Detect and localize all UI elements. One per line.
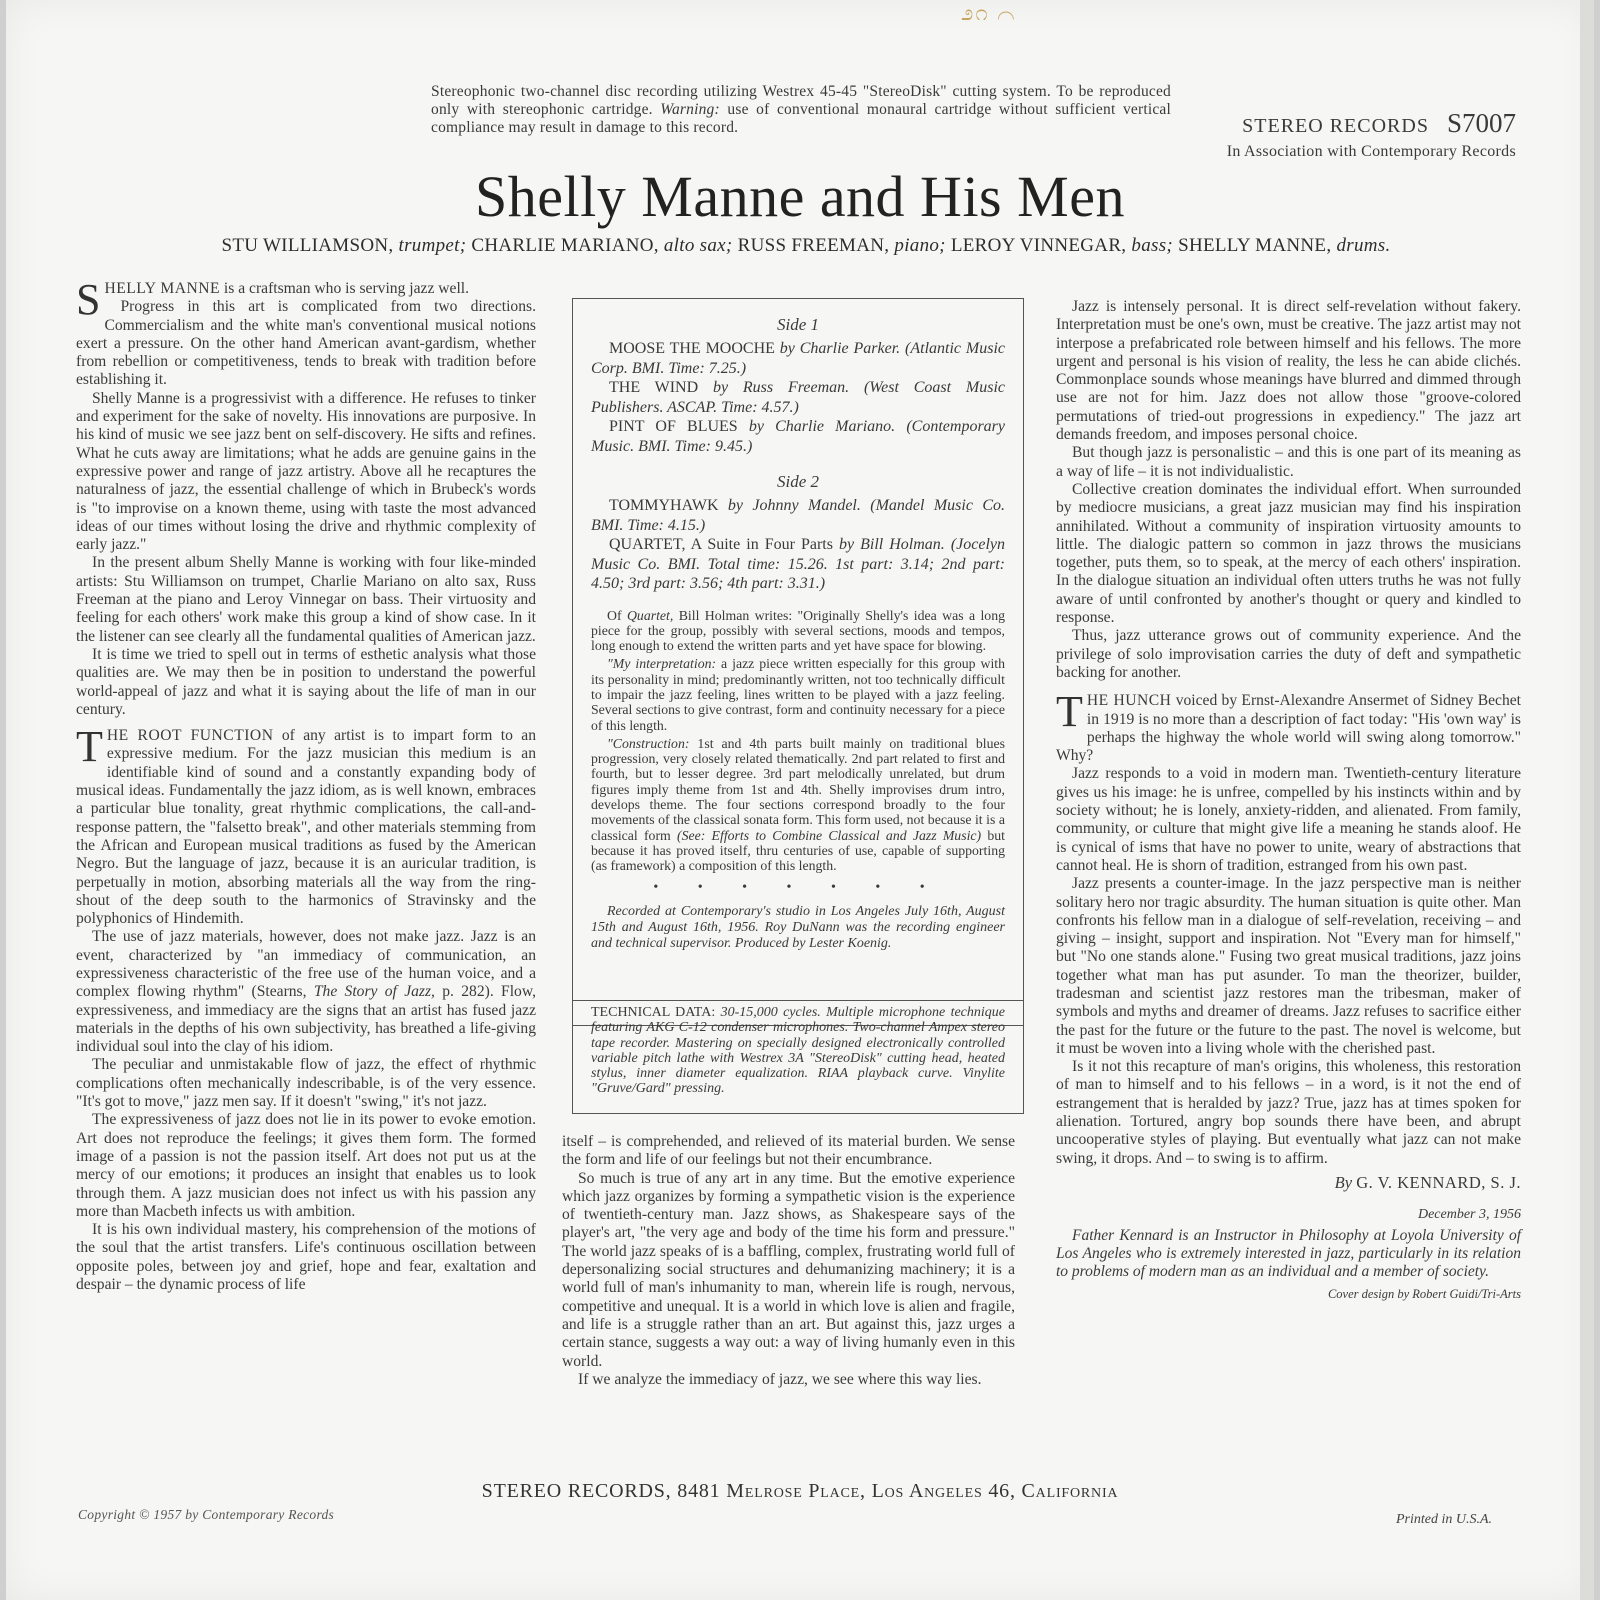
liner-notes-middle-column [562,1133,1015,1389]
technical-data-box [572,1000,1024,1114]
association-line: In Association with Contemporary Records [1226,143,1516,160]
quartet-note [591,608,1005,654]
note-emphasis: (See: Efforts to Combine Classical and Jazz Music) [677,827,982,843]
track-details: by Russ Freeman. (West Coast Music Publishers. ASCAP. Time: 4.57.) [591,379,1005,416]
note-text: a jazz piece written especially for this group with its personality in mind; predominantly written, not too technically difficult to impair the jazz feeling, lines written to be played with a jazz feeling. Several sections to give contrast, form and continuity necessary for a piece of this length. [591,656,1006,733]
address-label-name: STEREO RECORDS, [481,1480,672,1502]
note-text: Of [607,607,627,623]
track-title: TOMMYHAWK [609,497,719,514]
paragraph: itself – is comprehended, and relieved of its material burden. We sense the form and life of our feelings but not their encumbrance. [562,1133,1015,1169]
musician-name: SHELLY MANNE, [1178,235,1332,256]
paragraph: Thus, jazz utterance grows out of community experience. And the privilege of solo improvisation carries the duty of deft and sympathetic backing for another. [1056,627,1521,681]
label-block [1186,108,1516,161]
stereo-notice-line2: To be reproduced only with stereophonic cartridge. [431,83,1172,118]
paragraph-text: p. 282). Flow, expressiveness, and immediacy are the signs that an artist has fused jazz materials in the depths of his own subjectivity, has breathed a life-giving individual soul into the clay of his idiom. [76,983,536,1056]
musician-name: LEROY VINNEGAR, [950,235,1127,256]
musician-instrument: trumpet; [398,235,467,256]
author-bio: Father Kennard is an Instructor in Philosophy at Loyola University of Los Angeles who is extremely interested in jazz, particularly in its relation to problems of modern man as an individual and a member of society. [1056,1226,1521,1280]
stereo-notice-line1: Stereophonic two-channel disc recording utilizing Westrex 45-45 "StereoDisk" cutting system. [431,83,1051,100]
record-label-name: STEREO RECORDS [1242,115,1429,137]
paragraph: If we analyze the immediacy of jazz, we see where this way lies. [578,1370,982,1388]
paragraph: Jazz is intensely personal. It is direct self-revelation without fakery. Interpretation must be one's own, must be creative. The jazz artist may not interpose a prefabricated role between himself and his fellows. The more urgent and personal is his vision of reality, the less he can abide clichés. Commonplace sounds whose meanings have blurred and dimmed through use are not for him. Jazz does not allow those "groove-colored permutations of tried-out progressions in expediency." The jazz art demands freedom, and imposes personal choice. [1056,298,1521,444]
interpretation-note [591,656,1005,732]
author-name: G. V. KENNARD, S. J. [1356,1172,1521,1192]
paragraph: Jazz presents a counter-image. In the jazz perspective man is neither solitary hero nor tragic absurdity. The human situation is quite other. Man confronts his fellow man in a dialogue of self-revelation, receiving – and giving – insight, support and inspiration. Not "Every man for himself," but "No one stands alone." Fusing two great musical traditions, jazz joins together what man has put asunder. To man the theorizer, builder, tradesman and scientist jazz restores man the tribesman, maker of symbols and myths and dreamer of dreams. Jazz refuses to sacrifice either the past for the future or the future to the past. The novel is welcome, but it must be woven into a living whole with the cherished past. [1056,875,1521,1057]
signature-by: By [1334,1172,1353,1192]
lead-in-caps: HE ROOT FUNCTION [106,727,274,745]
musician-instrument: bass; [1131,235,1174,256]
personnel-line [86,235,1526,257]
drop-cap: T [1056,687,1083,737]
track-entry [591,417,1005,456]
stereo-notice [431,83,1171,137]
catalog-number: S7007 [1446,108,1516,138]
track-title: THE WIND [609,379,699,396]
essay-date: December 3, 1956 [1417,1207,1521,1223]
cover-design-credit: Cover design by Robert Guidi/Tri-Arts [1327,1286,1521,1301]
note-emphasis: "Construction: [607,735,690,751]
track-entry [591,339,1005,378]
album-title: Shelly Manne and His Men [475,164,1125,229]
warning-text: use of conventional monaural cartridge without sufficient vertical compliance may result in damage to this record. [431,101,1172,136]
track-details: by Bill Holman. (Jocelyn Music Co. BMI. Total time: 15.26. 1st part: 3.14; 2nd part: 4.50; 3rd part: 3.56; 4th part: 3.31.) [591,536,1005,592]
label-address [6,1480,1594,1503]
paragraph [76,722,536,928]
paragraph: In the present album Shelly Manne is working with four like-minded artists: Stu Williamson on trumpet, Charlie Mariano on alto sax, Russ Freeman at the piano and Leroy Vinnegar on bass. Their virtuosity and feeling for each others' work make this group a kind of show case. In it the listener can see clearly all the fundamental qualities of American jazz. [76,554,536,645]
paragraph-text: The use of jazz materials, however, does not make jazz. Jazz is an event, characterized by "an immediacy of communication, an expressiveness characteristic of the free use of the human voice, and a complex flowing rhythm" (Stearns, [76,928,536,1001]
drop-cap: S [76,275,101,324]
track-details: by Charlie Mariano. (Contemporary Music. BMI. Time: 9.45.) [591,418,1006,455]
paragraph [76,928,536,1056]
address-street: 8481 Melrose Place, Los Angeles 46, California [677,1480,1119,1502]
paragraph: It is time we tried to spell out in terms of esthetic analysis what those qualities are. We may then be in position to understand the powerful world-appeal of jazz and what it is saying about the life of man in our century. [76,645,536,718]
gold-stamp-mark: ೨೧ ⌒ [961,0,1017,25]
musician-instrument: drums. [1336,235,1391,256]
note-text: Bill Holman writes: "Originally Shelly's idea was a long piece for the group, possibly with several sections, moods and tempos, long enough to extend the written parts and yet have space for blowing. [591,607,1005,654]
track-title: QUARTET, A Suite in Four Parts [609,536,833,553]
warning-label: Warning: [660,101,720,118]
paragraph: It is his own individual mastery, his comprehension of the motions of the soul that the artist transfers. Life's continuous oscillation between opposite poles, between joy and grief, hope and fear, exaltation and despair – the dynamic process of life [76,1221,536,1294]
paragraph-text: is a craftsman who is serving jazz well. [220,280,470,297]
paragraph-text: voiced by Ernst-Alexandre Ansermet of Sidney Bechet in 1919 is no more than a description of fact today: "His 'own way' is perhaps the highway the whole world will swing along tomorrow." Why? [1056,692,1521,765]
paragraph-text: of any artist is to impart form to an expressive medium. For the jazz musician this medium is an identifiable kind of sound and a constantly expanding body of musical ideas. Fundamentally the jazz idiom, as is well known, embraces a particular blue tonality, great rhythmic complications, the call-and-response pattern, the "falsetto break", and other materials stemming from the African and European musical traditions as fused by the American Negro. But the language of jazz, because it is an auricular tradition, is perpetually in motion, absorbing materials all the way from the ring-shout of the deep south to the harmonics of Stravinsky and the polyphonics of Hindemith. [76,727,536,928]
musician-instrument: alto sax; [663,235,733,256]
musician-instrument: piano; [894,235,946,256]
paragraph [76,275,536,324]
track-entry [591,496,1005,535]
musician-name: RUSS FREEMAN, [737,235,890,256]
paragraph: Shelly Manne is a progressivist with a difference. He refuses to tinker and experiment for the sake of novelty. His innovations are purposive. In his kind of music we see jazz bent on self-discovery. He sifts and refines. What he cuts away are limitations; what he adds are genuine gains in the expressive power and range of jazz artistry. Above all he recaptures the naturalness of jazz, the essential challenge of which in Brubeck's words is "to improvise on a known theme, using with taste the most advanced ideas of our times without losing the drive and rhythmic complexity of early jazz." [76,389,536,554]
track-title: PINT OF BLUES [609,418,738,435]
musician-name: STU WILLIAMSON, [221,235,394,256]
cover-edge [1580,0,1594,1600]
side-2-heading: Side 2 [776,472,820,491]
technical-data-label: TECHNICAL DATA: [591,1005,716,1020]
separator-dots: • • • • • • • [653,879,943,895]
note-text: 1st and 4th parts built mainly on traditional blues progression, very closely related thematically. 2nd part related to first and fourth, but to lesser degree. 3rd part melodically unrelated, but drum figures imply theme from 1st and 4th. Shelly improvises drum intro, develops theme. The four sections correspond broadly to the four movements of the classical sonata form. This form used, not because it is a classical form [591,735,1005,843]
paragraph: So much is true of any art in any time. But the emotive experience which jazz organizes by forming a sympathetic vision is the experience of twentieth-century man. Jazz shows, as Shakespeare says of the player's art, "the very age and body of the time his form and pressure." The world jazz speaks of is a baffling, complex, frustrating world full of depersonalizing social structures and dehumanizing machinery; it is a world full of man's inhumanity to man, wherein life is rough, nervous, competitive and unequal. It is a world in which love is alien and fragile, and life is a struggle rather than an art. But against this, jazz urges a certain stance, suggests a way out: a way of living humanly even in this world. [562,1169,1015,1370]
recording-credits: Recorded at Contemporary's studio in Los Angeles July 16th, August 15th and August 16th, 1956. Roy DuNann was the recording engineer and technical supervisor. Produced by Lester Koenig. [591,903,1005,951]
musician-name: CHARLIE MARIANO, [471,235,659,256]
track-entry [591,378,1005,417]
printed-in-notice: Printed in U.S.A. [1396,1512,1493,1527]
construction-note [591,736,1005,874]
paragraph: Jazz responds to a void in modern man. Twentieth-century literature gives us his image: he is unfree, compelled by his instincts within and by society without; he is lonely, anxiety-ridden, and alienated. From family, community, or culture that might give life a meaning he stands aloof. He is cynical of isms that have no power to unite, weary of abstractions that cannot heal. He is shorn of tradition, estranged from his own past. [1056,765,1521,874]
side-1-heading: Side 1 [776,315,820,334]
paragraph: Is it not this recapture of man's origins, this wholeness, this restoration of man to himself and to his fellows – in a word, is it not the end of estrangement that is heralded by jazz? True, jazz has at times spoken for alienation. Tortured, angry bop sounds there have been, and abrupt uncooperative styles of playing. But eventually what jazz can not make swing, it drops. And – to swing is to affirm. [1056,1058,1521,1167]
note-emphasis: Quartet, [626,607,674,623]
paragraph: Collective creation dominates the individual effort. When surrounded by mediocre musicians, a great jazz musician may find his inspiration annihilated. Without a community of inspiration virtuosity amounts to little. The dialogic pattern so common in jazz throws the musicians together, puts them, so to speak, at the mercy of each others' inspiration. In the dialogue situation an individual often utters truths he was not fully aware of until confronted by another's thought or query and kindled to response. [1056,480,1521,627]
track-title: MOOSE THE MOOCHE [609,340,775,357]
paragraph: The peculiar and unmistakable flow of jazz, the effect of rhythmic complications often mechanically indescribable, is of the very essence. "It's got to move," jazz men say. If it doesn't "swing," it's not jazz. [76,1056,536,1111]
liner-notes-right-column [1056,298,1521,1303]
drop-cap: T [76,722,103,772]
album-back-cover [6,0,1594,1600]
copyright-notice: Copyright © 1957 by Contemporary Records [78,1507,335,1522]
paragraph: But though jazz is personalistic – and this is one part of its meaning as a way of life – it is not individualistic. [1056,444,1521,480]
track-entry [591,535,1005,594]
paragraph [1056,687,1521,765]
lead-in-caps: HELLY MANNE [104,280,221,297]
paragraph: Progress in this art is complicated from two directions. Commercialism and the white man's conventional musical notions exert a pressure. On the other hand American avant-gardism, whether from rebellion or competitiveness, tends to break with tradition before establishing it. [76,298,536,389]
track-details: by Johnny Mandel. (Mandel Music Co. BMI. Time: 4.15.) [591,497,1005,534]
lead-in-caps: HE HUNCH [1086,692,1172,710]
note-emphasis: "My interpretation: [607,656,717,672]
paragraph: The expressiveness of jazz does not lie in its power to evoke emotion. Art does not reproduce the feelings; it gives them form. The formed image of a passion is not the passion itself. Art does not put us at the mercy of our emotions; it produces an insight that enables us to look through them. A jazz musician does not infect us with his passion any more than Macbeth infects us with ambition. [76,1111,536,1220]
author-signature [1056,1174,1521,1192]
book-title: The Story of Jazz, [313,983,435,1001]
technical-data-text: 30-15,000 cycles. Multiple microphone technique featuring AKG C-12 condenser microphones. Two-channel Ampex stereo tape recorder. Mastering on specially designed electronically controlled variable pitch lathe with Westrex 3A "StereoDisk" cutting head, heated stylus, inner diameter equalization. RIAA playback curve. Vinylite "Gruve/Gard" pressing. [591,1005,1005,1097]
track-details: by Charlie Parker. (Atlantic Music Corp. BMI. Time: 7.25.) [591,340,1006,377]
track-list-box [572,298,1024,1026]
liner-notes-left-column [76,275,536,1294]
note-text: but because it has proved itself, thru centuries of use, capable of supporting (as framework) a composition of this length. [591,827,1005,874]
